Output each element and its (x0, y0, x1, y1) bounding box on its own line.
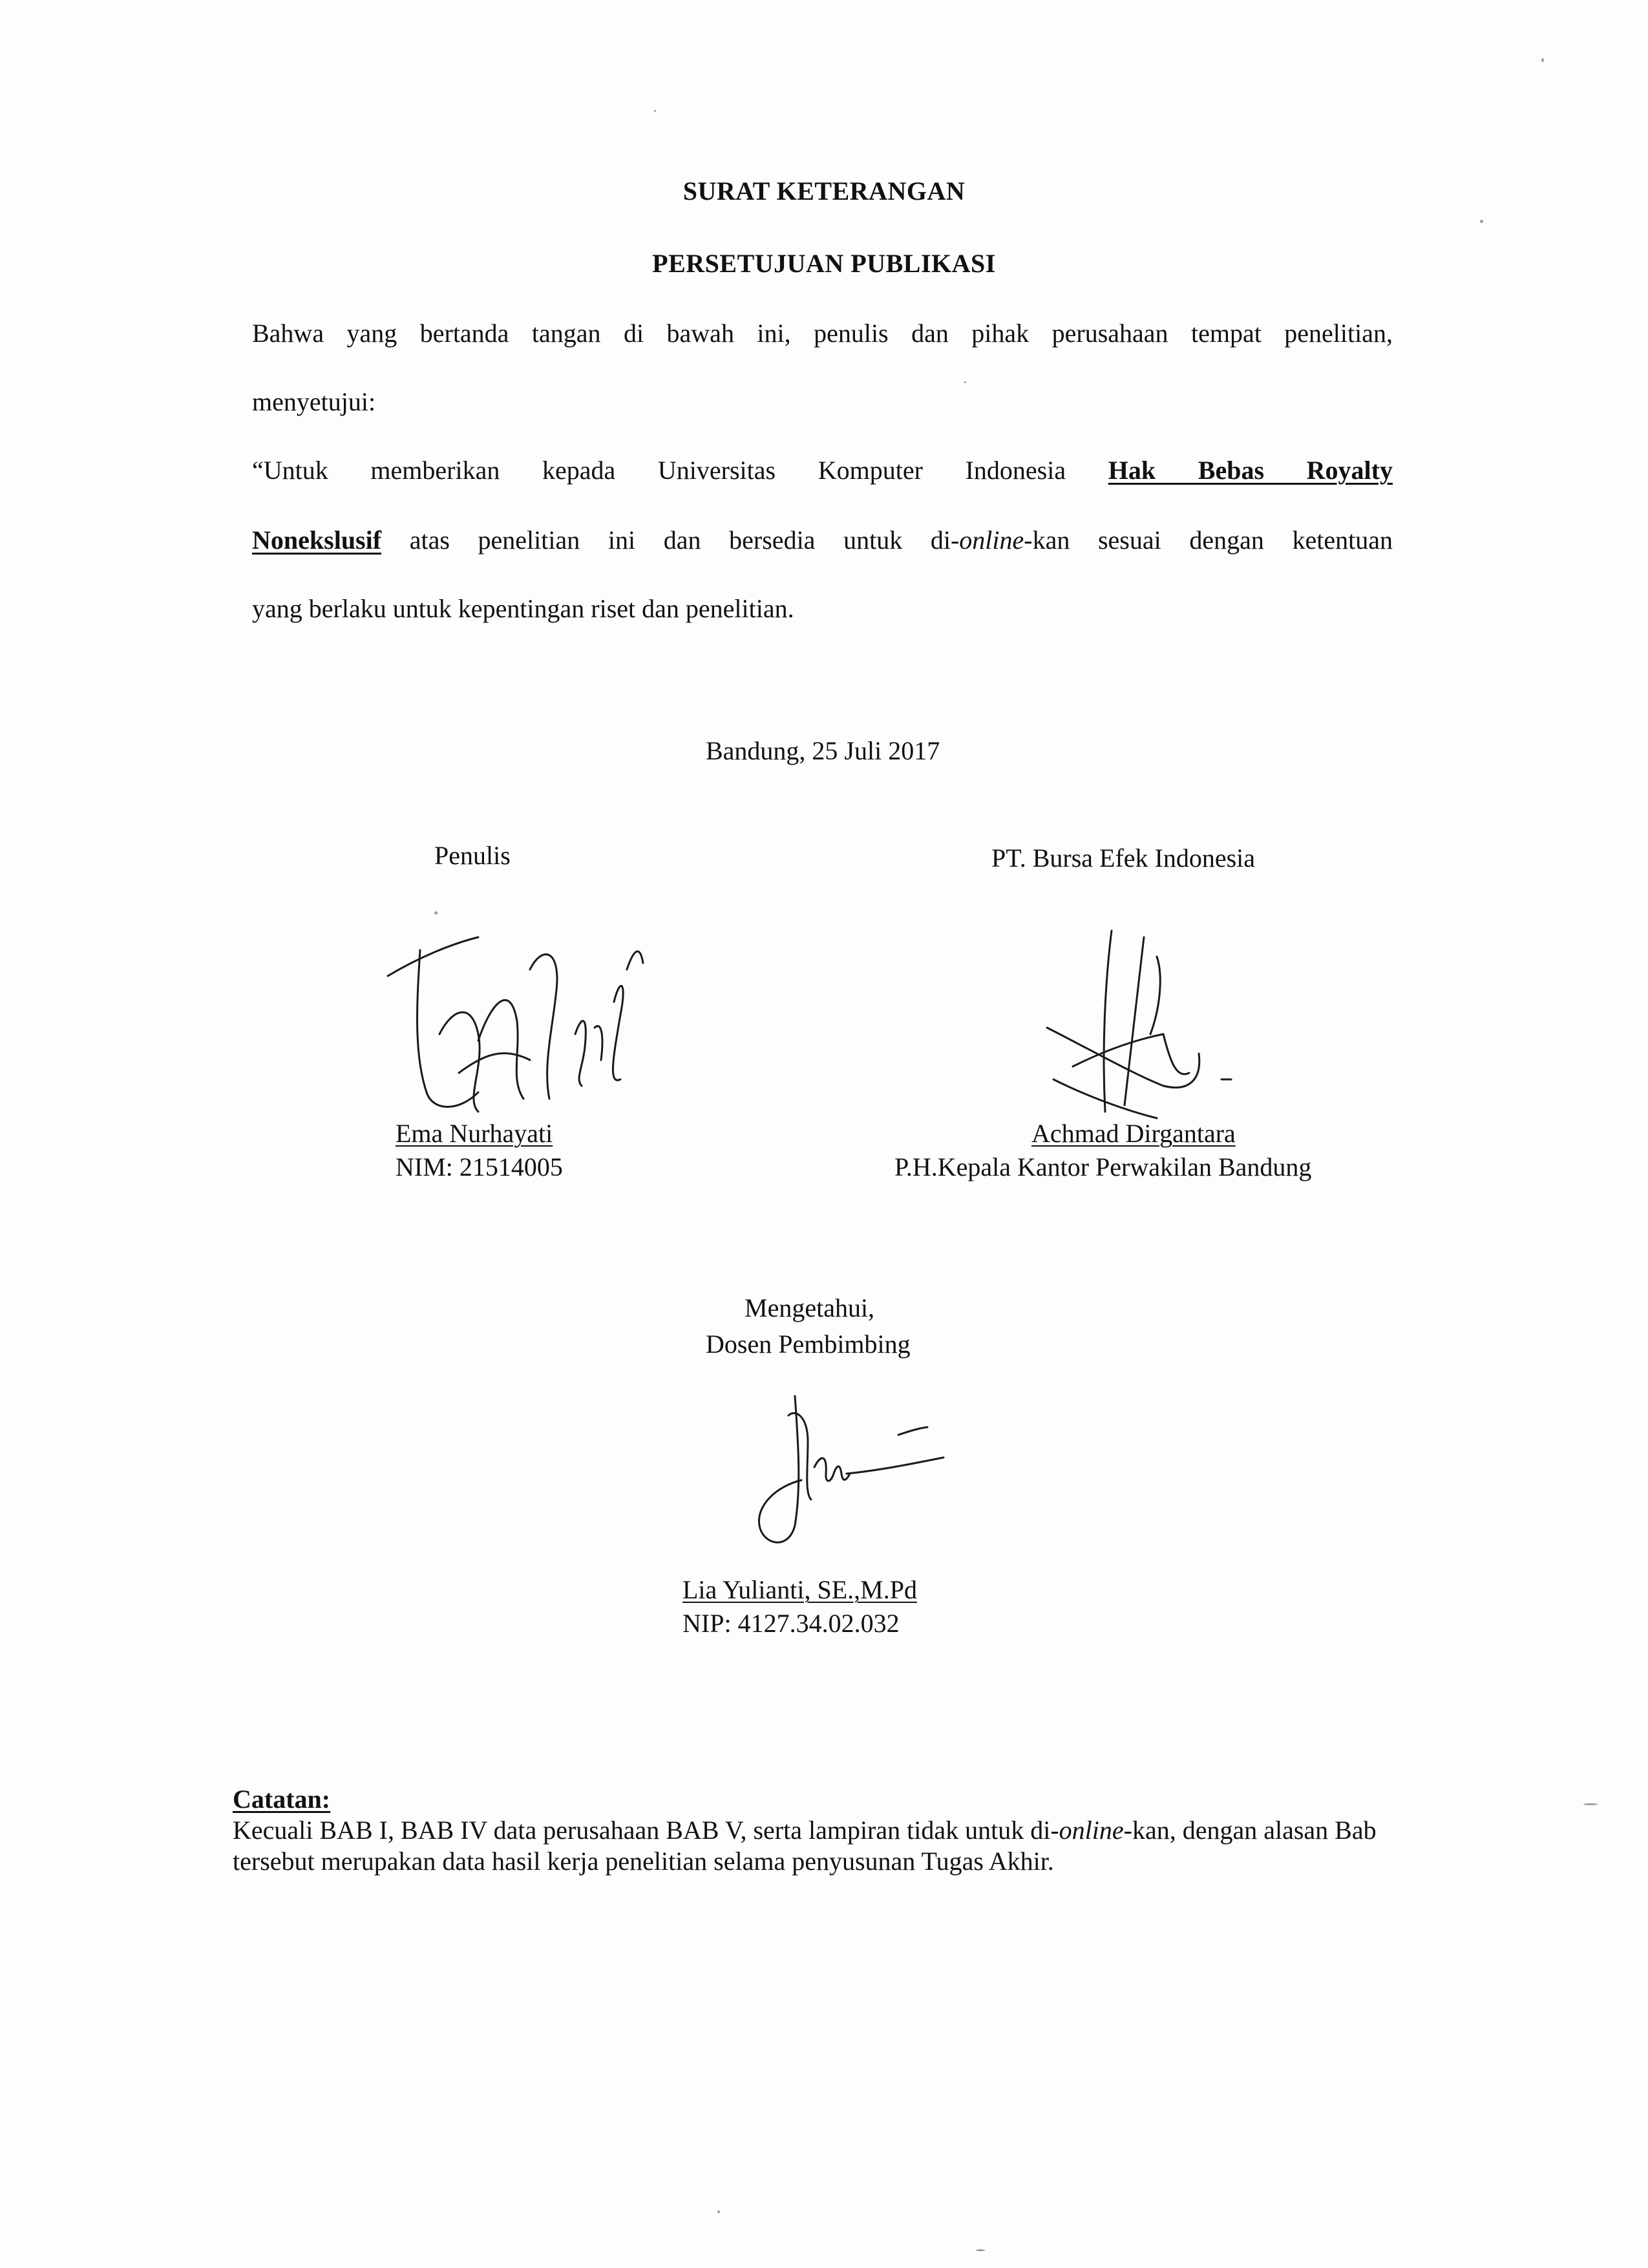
note-text-part2: -kan, dengan alasan Bab tersebut merupakan data hasil kerja penelitian selama penyusunan Tugas Akhir. (233, 1816, 1377, 1876)
statement-line-2-text (410, 525, 1393, 555)
scan-speck (1583, 1803, 1598, 1805)
company-signatory-name: Achmad Dirgantara (1031, 1119, 1236, 1148)
company-signature (1034, 918, 1254, 1131)
company-signatory-position: P.H.Kepala Kantor Perwakilan Bandung (894, 1152, 1312, 1182)
statement-line-2-bold: Nonekslusif (252, 525, 382, 555)
statement-line-2-part2: -kan sesuai dengan ketentuan (1024, 525, 1393, 555)
scan-speck (434, 911, 438, 915)
statement-line-2-part1: atas penelitian ini dan bersedia untuk di- (409, 525, 960, 555)
statement-line-1 (252, 455, 1393, 485)
company-role: PT. Bursa Efek Indonesia (991, 843, 1256, 873)
statement-line-2 (252, 525, 1393, 555)
supervisor-nip: NIP: 4127.34.02.032 (682, 1609, 900, 1638)
acknowledge-label: Mengetahui, (745, 1293, 875, 1322)
scan-speck (1480, 220, 1483, 223)
scan-speck (717, 2210, 720, 2213)
note-block (233, 1784, 1389, 1877)
supervisor-signature (750, 1390, 956, 1558)
place-date: Bandung, 25 Juli 2017 (706, 736, 940, 765)
statement-line-1-text: “Untuk memberikan kepada Universitas Komputer Indonesia (252, 456, 1066, 485)
supervisor-role: Dosen Pembimbing (706, 1330, 911, 1359)
scan-speck (964, 381, 966, 383)
statement-line-1-bold: Hak Bebas Royalty (1108, 456, 1393, 485)
note-title: Catatan: (233, 1785, 331, 1814)
writer-nim: NIM: 21514005 (396, 1152, 563, 1182)
writer-role: Penulis (434, 841, 511, 870)
note-text (233, 1815, 1389, 1877)
document-title: SURAT KETERANGAN (682, 176, 966, 206)
document-subtitle: PERSETUJUAN PUBLIKASI (652, 249, 996, 278)
writer-name: Ema Nurhayati (396, 1119, 553, 1148)
note-text-italic: online (1059, 1816, 1124, 1845)
scan-speck (654, 110, 656, 112)
statement-line-2-italic: online (959, 525, 1024, 555)
note-text-part1: Kecuali BAB I, BAB IV data perusahaan BAB V, serta lampiran tidak untuk di- (233, 1816, 1059, 1845)
intro-line-2: menyetujui: (252, 387, 376, 416)
writer-signature (381, 905, 653, 1125)
intro-line-1: Bahwa yang bertanda tangan di bawah ini, penulis dan pihak perusahaan tempat penelitian, (252, 319, 1393, 348)
statement-line-3: yang berlaku untuk kepentingan riset dan penelitian. (252, 594, 794, 623)
scan-speck (976, 2249, 985, 2251)
supervisor-name: Lia Yulianti, SE.,M.Pd (682, 1575, 917, 1604)
scan-speck (1541, 58, 1544, 62)
